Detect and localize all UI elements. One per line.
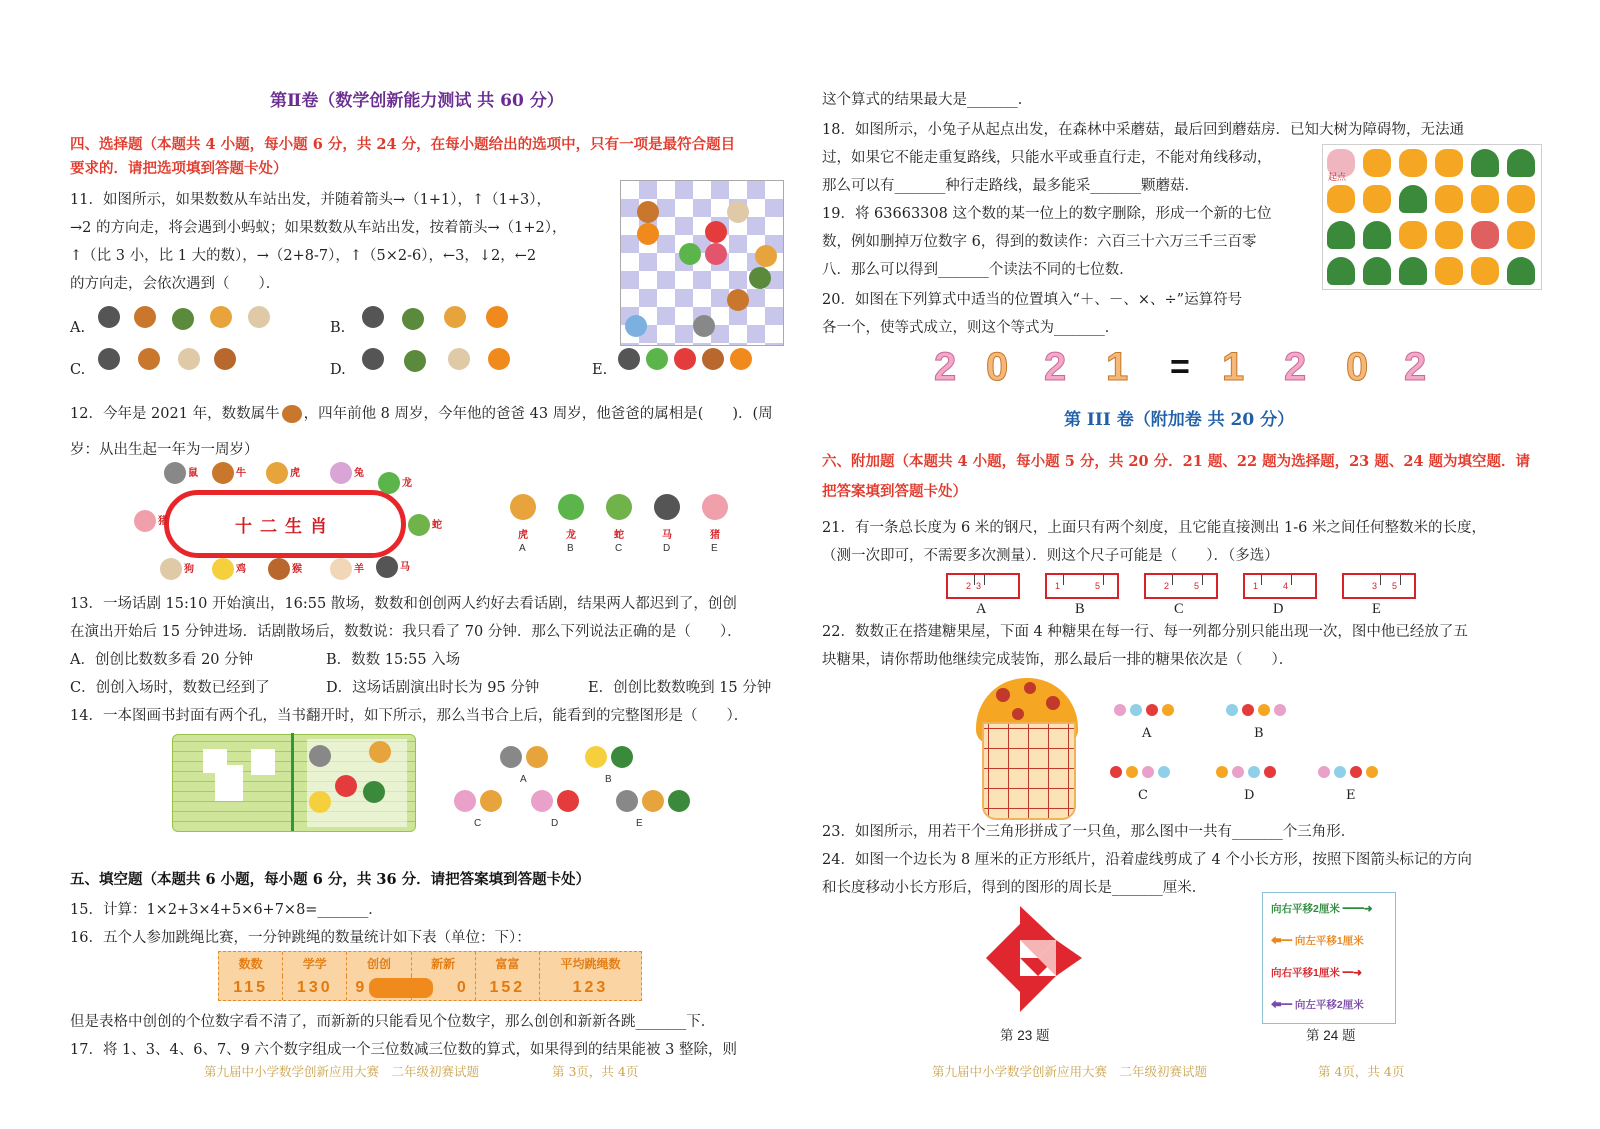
- zodiac-animal-icon: [702, 494, 728, 520]
- q14-option[interactable]: B: [605, 774, 612, 785]
- fox-icon: [557, 790, 579, 812]
- roof-dot: [1046, 696, 1060, 710]
- q16b-text: 但是表格中创创的个位数字看不清了，而新新的只能看见个位数字，那么创创和新新各跳_______下．: [70, 1014, 716, 1030]
- zodiac-animal-icon: [134, 510, 156, 532]
- zodiac-name: 猴: [292, 564, 302, 575]
- ox-icon: [138, 348, 160, 370]
- zodiac-name: 猪: [158, 516, 168, 527]
- q11-option-c[interactable]: C.: [70, 362, 86, 378]
- q22-option[interactable]: C: [1138, 788, 1148, 803]
- tree-icon: [1471, 149, 1499, 177]
- option-animal-name: 猪: [710, 530, 720, 541]
- animal-icon: [705, 243, 727, 265]
- animal-icon: [637, 201, 659, 223]
- cat-icon: [500, 746, 522, 768]
- zodiac-animal-icon: [266, 462, 288, 484]
- zodiac-name: 羊: [354, 564, 364, 575]
- chick-icon: [309, 791, 331, 813]
- beaver-icon: [214, 348, 236, 370]
- candy-icon: [1248, 766, 1260, 778]
- fig23-caption: 第 23 题: [1000, 1028, 1050, 1043]
- ant-icon: [705, 221, 727, 243]
- equation-digit: 1: [1106, 345, 1129, 389]
- mushroom-icon: [1435, 257, 1463, 285]
- candy-icon: [1242, 704, 1254, 716]
- tree-icon: [1363, 257, 1391, 285]
- q13-option-b[interactable]: B．数数 15:55 入场: [326, 652, 461, 668]
- ruler-letter: A: [976, 601, 987, 617]
- equation-digit: 1: [1222, 345, 1245, 389]
- candy-icon: [1110, 766, 1122, 778]
- candy-icon: [1216, 766, 1228, 778]
- q21-text: （测一次即可，不需要多次测量）．则这个尺子可能是（ ）．（多选）: [822, 548, 1279, 564]
- page3-number: 第 3页，共 4页: [552, 1064, 639, 1079]
- q13-text: 13．一场话剧 15:10 开始演出，16:55 散场，数数和创创两人约好去看话剧，结果两人都迟到了，创创: [70, 596, 737, 612]
- mushroom-house-icon: [1471, 221, 1499, 249]
- ruler-tick: [984, 575, 985, 585]
- ruler-mark: 4: [1283, 581, 1289, 591]
- start-label: 起点: [1328, 172, 1347, 182]
- page4-title: 第 III 卷（附加卷 共 20 分）: [1064, 410, 1295, 430]
- animal-icon: [727, 201, 749, 223]
- puppy-icon: [178, 348, 200, 370]
- q22-option[interactable]: E: [1346, 788, 1356, 803]
- tree-icon: [1363, 221, 1391, 249]
- q19-text: 数，例如删掉万位数字 6，得到的数读作：六百三十六万三千三百零: [822, 234, 1257, 250]
- candy-icon: [1264, 766, 1276, 778]
- ant-icon: [674, 348, 696, 370]
- tree-icon: [1327, 221, 1355, 249]
- ruler-tick: [1261, 575, 1262, 585]
- zodiac-animal-icon: [212, 558, 234, 580]
- lion-icon: [369, 741, 391, 763]
- dog-icon: [210, 306, 232, 328]
- q22-text: 22．数数正在搭建糖果屋，下面 4 种糖果在每一行、每一列都分别只能出现一次，图中他已经放了五: [822, 624, 1468, 640]
- candy-icon: [1126, 766, 1138, 778]
- fox-icon: [488, 348, 510, 370]
- mushroom-icon: [1399, 149, 1427, 177]
- lion-icon: [526, 746, 548, 768]
- mushroom-icon: [1507, 185, 1535, 213]
- zodiac-animal-icon: [408, 514, 430, 536]
- candy-icon: [1146, 704, 1158, 716]
- zodiac-animal-icon: [654, 494, 680, 520]
- section4-heading: 四、选择题（本题共 4 小题，每小题 6 分，共 24 分，在每小题给出的选项中，只有一项是最符合题目: [70, 136, 736, 153]
- q11-option-e[interactable]: E.: [592, 362, 608, 378]
- zodiac-animal-icon: [212, 462, 234, 484]
- candy-icon: [454, 790, 476, 812]
- q23-fish-figure: [976, 906, 1086, 1012]
- q14-text: 14．一本图画书封面有两个孔，当书翻开时，如下所示，那么当书合上后，能看到的完整图形是（ ）．: [70, 708, 749, 724]
- candy-icon: [1232, 766, 1244, 778]
- q12-option[interactable]: A: [519, 543, 526, 554]
- ox-icon: [282, 405, 302, 423]
- table-header-cell: 数数: [219, 952, 283, 976]
- q12-text: 岁：从出生起一年为一周岁）: [70, 442, 259, 458]
- fig24-caption: 第 24 题: [1306, 1028, 1356, 1043]
- ruler-letter: D: [1273, 601, 1284, 617]
- zodiac-ring: 十二生肖: [164, 490, 406, 558]
- q16-text: 16．五个人参加跳绳比赛，一分钟跳绳的数量统计如下表（单位：下）：: [70, 930, 531, 946]
- table-cell: 115: [219, 976, 283, 1000]
- ruler-mark: 1: [1055, 581, 1061, 591]
- equals-sign: =: [1170, 348, 1190, 386]
- ruler-mark: 3: [1372, 581, 1378, 591]
- q12-option[interactable]: E: [711, 543, 718, 554]
- zodiac-name: 牛: [236, 468, 246, 479]
- animal-icon: [637, 223, 659, 245]
- page4-number: 第 4页，共 4页: [1318, 1064, 1405, 1079]
- q18-text: 过，如果它不能走重复路线，只能水平或垂直行走，不能对角线移动，: [822, 150, 1272, 166]
- q18-forest-grid: [1322, 144, 1542, 290]
- equation-digit: 0: [986, 345, 1009, 389]
- candy-house-grid: [982, 722, 1076, 820]
- ruler-letter: E: [1372, 601, 1381, 617]
- table-header-row: [219, 952, 641, 976]
- q11-option-d[interactable]: D.: [330, 362, 346, 378]
- ruler-mark: 3: [976, 581, 982, 591]
- tree-icon: [1327, 257, 1355, 285]
- ruler-option[interactable]: [1144, 573, 1218, 599]
- ruler-tick: [1291, 575, 1292, 585]
- arrow-right-1: 向右平移1厘米 ━➜: [1271, 967, 1363, 979]
- q11-text: 的方向走，会依次遇到（ ）．: [70, 276, 281, 292]
- equation-digit: 0: [1346, 345, 1369, 389]
- q14-option[interactable]: D: [551, 818, 559, 829]
- q13-option-a[interactable]: A．创创比数数多看 20 分钟: [70, 652, 254, 668]
- q20-text: 20．如图在下列算式中适当的位置填入“＋、－、×、÷”运算符号: [822, 292, 1243, 308]
- ruler-tick: [1063, 575, 1064, 585]
- mushroom-icon: [1363, 149, 1391, 177]
- tree-icon: [1399, 185, 1427, 213]
- triangle: [1056, 940, 1082, 976]
- q14-option[interactable]: C: [474, 818, 482, 829]
- arrow-right-2: 向右平移2厘米 ━━➜: [1271, 903, 1373, 915]
- zodiac-animal-icon: [330, 558, 352, 580]
- q22-text: 块糖果，请你帮助他继续完成装饰，那么最后一排的糖果依次是（ ）．: [822, 652, 1294, 668]
- tree-icon: [611, 746, 633, 768]
- table-header-cell: 新新: [412, 952, 476, 976]
- tree-icon: [1507, 149, 1535, 177]
- zodiac-animal-icon: [160, 558, 182, 580]
- page4-footer: 第九届中小学数学创新应用大赛 二年级初赛试题: [932, 1064, 1208, 1079]
- q17-text: 17．将 1、3、4、6、7、9 六个数字组成一个三位数减三位数的算式，如果得到的结果能被 3 整除，则: [70, 1042, 737, 1058]
- table-header-cell: 学学: [283, 952, 347, 976]
- turtle-icon: [172, 308, 194, 330]
- q12-option[interactable]: D: [663, 543, 671, 554]
- mushroom-icon: [1435, 221, 1463, 249]
- q13-option-c[interactable]: C．创创入场时，数数已经到了: [70, 680, 270, 696]
- station-icon: [625, 315, 647, 337]
- mushroom-icon: [1327, 185, 1355, 213]
- arrow-left-2: ⬅━ 向左平移2厘米: [1271, 999, 1364, 1011]
- q19-text: 19．将 63663308 这个数的某一位上的数字删除，形成一个新的七位: [822, 206, 1272, 222]
- section6-heading-cont: 把答案填到答题卡处）: [822, 483, 967, 500]
- q23-text: 23．如图所示，用若干个三角形拼成了一只鱼，那么图中一共有_______个三角形．: [822, 824, 1356, 840]
- table-cell: 152: [476, 976, 540, 1000]
- option-animal-name: 马: [662, 530, 672, 541]
- zodiac-animal-icon: [268, 558, 290, 580]
- table-header-cell: 创创: [347, 952, 411, 976]
- zodiac-animal-icon: [510, 494, 536, 520]
- hole-shape: [251, 749, 275, 775]
- triangle: [1020, 906, 1056, 940]
- section6-heading: 六、附加题（本题共 4 小题，每小题 5 分，共 20 分．21 题、22 题为选择题，23 题、24 题为填空题．请: [822, 453, 1531, 470]
- q14-option[interactable]: A: [520, 774, 527, 785]
- cow-icon: [618, 348, 640, 370]
- ruler-tick: [1380, 575, 1381, 585]
- zodiac-name: 鸡: [236, 564, 246, 575]
- option-animal-name: 蛇: [614, 530, 624, 541]
- arrow-label: 向右平移2厘米: [1271, 903, 1340, 915]
- q11-option-b[interactable]: B.: [330, 320, 346, 336]
- ruler-mark: 5: [1095, 581, 1101, 591]
- triangle: [1020, 976, 1056, 1012]
- zodiac-animal-icon: [558, 494, 584, 520]
- q20-text: 各一个，使等式成立，则这个等式为_______．: [822, 320, 1120, 336]
- cell-visible-digit: 0: [456, 979, 469, 996]
- fox-icon: [486, 306, 508, 328]
- equation-digit: 2: [1044, 345, 1067, 389]
- ink-blot: [369, 978, 433, 998]
- jump-rope-table: [218, 951, 642, 1001]
- candy-icon: [1318, 766, 1330, 778]
- animal-icon: [727, 289, 749, 311]
- q24-arrow-box: [1262, 892, 1396, 1024]
- candy-icon: [1334, 766, 1346, 778]
- candy-icon: [1274, 704, 1286, 716]
- triangle: [986, 924, 1020, 958]
- ruler-option[interactable]: [946, 573, 1020, 599]
- candy-icon: [1350, 766, 1362, 778]
- fox-icon: [730, 348, 752, 370]
- animal-icon: [749, 267, 771, 289]
- q19-text: 八．那么可以得到_______个读法不同的七位数．: [822, 262, 1134, 278]
- beaver-icon: [702, 348, 724, 370]
- ruler-tick: [1172, 575, 1173, 585]
- mushroom-icon: [1507, 221, 1535, 249]
- chick-icon: [585, 746, 607, 768]
- zodiac-animal-icon: [378, 472, 400, 494]
- roof-dot: [996, 688, 1010, 702]
- cow-icon: [98, 348, 120, 370]
- ruler-mark: 2: [966, 581, 972, 591]
- q11-grid-figure: [620, 180, 784, 346]
- puppy-icon: [448, 348, 470, 370]
- candy-icon: [1114, 704, 1126, 716]
- ox-icon: [134, 306, 156, 328]
- q17b-text: 这个算式的结果最大是_______．: [822, 92, 1033, 108]
- mushroom-icon: [1435, 149, 1463, 177]
- option-animal-name: 虎: [518, 530, 528, 541]
- fox-icon: [335, 775, 357, 797]
- cat-icon: [309, 745, 331, 767]
- q11-text: ↑（比 3 小，比 1 大的数），→（2+8-7），↑（5×2-6），←3，↓2，←2: [70, 248, 537, 264]
- q15-text: 15．计算：1×2+3×4+5×6+7×8=_______．: [70, 902, 383, 918]
- tree-icon: [1507, 257, 1535, 285]
- q14-book-figure: [172, 734, 416, 832]
- q12-option[interactable]: B: [567, 543, 574, 554]
- lion-icon: [480, 790, 502, 812]
- mushroom-icon: [1363, 185, 1391, 213]
- ruler-option[interactable]: [1243, 573, 1317, 599]
- equation-digit: 2: [1404, 345, 1427, 389]
- page3-title: 第Ⅱ卷（数学创新能力测试 共 60 分）: [270, 91, 564, 111]
- animal-icon: [679, 243, 701, 265]
- zodiac-name: 马: [400, 562, 410, 573]
- table-cell: 130: [283, 976, 347, 1000]
- candy-icon: [1162, 704, 1174, 716]
- tree-icon: [363, 781, 385, 803]
- cell-visible-digit: 9: [355, 979, 368, 996]
- arrow-label: 向右平移1厘米: [1271, 967, 1340, 979]
- option-animal-name: 龙: [566, 530, 576, 541]
- candy-icon: [1130, 704, 1142, 716]
- candy-icon: [1158, 766, 1170, 778]
- zodiac-animal-icon: [330, 462, 352, 484]
- tree-icon: [668, 790, 690, 812]
- zodiac-name: 狗: [184, 564, 194, 575]
- book-spine: [291, 733, 294, 831]
- q22-option[interactable]: D: [1244, 788, 1255, 803]
- ruler-tick: [974, 575, 975, 585]
- dog-icon: [444, 306, 466, 328]
- zodiac-animal-icon: [164, 462, 186, 484]
- zodiac-name: 兔: [354, 468, 364, 479]
- q11-text: →2 的方向走，将会遇到小蚂蚁；如果数数从车站出发，按着箭头→（1+2），: [70, 220, 567, 236]
- q13-option-d[interactable]: D．这场话剧演出时长为 95 分钟: [326, 680, 540, 696]
- mushroom-icon: [1435, 185, 1463, 213]
- roof-dot: [1024, 682, 1036, 694]
- section5-heading: 五、填空题（本题共 6 小题，每小题 6 分，共 36 分．请把答案填到答题卡处）: [70, 871, 591, 888]
- arrow-label: 向左平移1厘米: [1294, 935, 1364, 947]
- hole-shape: [215, 765, 243, 801]
- lion-icon: [642, 790, 664, 812]
- mushroom-icon: [1471, 257, 1499, 285]
- triangle: [986, 958, 1020, 992]
- puppy-icon: [248, 306, 270, 328]
- ruler-option[interactable]: [1045, 573, 1119, 599]
- q13-option-e[interactable]: E．创创比数数晚到 15 分钟: [588, 680, 772, 696]
- cow-icon: [98, 306, 120, 328]
- equation-digit: 2: [1284, 345, 1307, 389]
- candy-icon: [1226, 704, 1238, 716]
- candy-icon: [1142, 766, 1154, 778]
- q18-text: 18．如图所示，小兔子从起点出发，在森林中采蘑菇，最后回到蘑菇房．已知大树为障碍物，无法通: [822, 122, 1464, 138]
- q21-text: 21．有一条总长度为 6 米的钢尺，上面只有两个刻度，且它能直接测出 1-6 米之间任何整数米的长度，: [822, 520, 1486, 536]
- ruler-letter: C: [1174, 601, 1184, 617]
- q11-option-a[interactable]: A.: [70, 320, 86, 336]
- cow-icon: [362, 348, 384, 370]
- ruler-mark: 1: [1253, 581, 1259, 591]
- q12-text: 12．今年是 2021 年，数数属牛 ，四年前他 8 周岁，今年他的爸爸 43 周岁，他爸爸的属相是( )．(周: [70, 406, 773, 422]
- tree-icon: [1399, 257, 1427, 285]
- zodiac-name: 鼠: [188, 468, 198, 479]
- cow-icon: [362, 306, 384, 328]
- equation-digit: 2: [934, 345, 957, 389]
- q24-text: 和长度移动小长方形后，得到的图形的周长是_______厘米．: [822, 880, 1207, 896]
- q14-option[interactable]: E: [636, 818, 643, 829]
- ruler-tick: [1103, 575, 1104, 585]
- arrow-left-1: ⬅━ 向左平移1厘米: [1271, 935, 1364, 947]
- section4-heading-cont: 要求的．请把选项填到答题卡处）: [70, 160, 288, 177]
- arrow-label: 向左平移2厘米: [1294, 999, 1364, 1011]
- q22-option[interactable]: A: [1142, 726, 1152, 741]
- ruler-tick: [1400, 575, 1401, 585]
- turtle-icon: [402, 308, 424, 330]
- q13-text: 在演出开始后 15 分钟进场．话剧散场后，数数说：我只看了 70 分钟．那么下列说法正确的是（ ）．: [70, 624, 742, 640]
- animal-icon: [755, 245, 777, 267]
- q24-text: 24．如图一个边长为 8 厘米的正方形纸片，沿着虚线剪成了 4 个小长方形，按照下图箭头标记的方向: [822, 852, 1472, 868]
- ruler-mark: 2: [1164, 581, 1170, 591]
- zodiac-name: 蛇: [432, 520, 442, 531]
- table-header-cell: 富富: [476, 952, 540, 976]
- candy-icon: [531, 790, 553, 812]
- q11-text: 11．如图所示，如果数数从车站出发，并随着箭头→（1+1），↑（1+3），: [70, 192, 551, 208]
- q12-option[interactable]: C: [615, 543, 623, 554]
- candy-icon: [1366, 766, 1378, 778]
- ruler-letter: B: [1075, 601, 1085, 617]
- turtle-icon: [404, 350, 426, 372]
- page3-footer: 第九届中小学数学创新应用大赛 二年级初赛试题: [204, 1064, 480, 1079]
- ruler-mark: 5: [1392, 581, 1398, 591]
- mushroom-icon: [1399, 221, 1427, 249]
- zodiac-animal-icon: [606, 494, 632, 520]
- table-header-cell: 平均跳绳数: [560, 957, 621, 971]
- q18-text: 那么可以有_______种行走路线，最多能采_______颗蘑菇．: [822, 178, 1199, 194]
- zodiac-name: 虎: [290, 468, 300, 479]
- animal-icon: [693, 315, 715, 337]
- cat-icon: [616, 790, 638, 812]
- ruler-mark: 5: [1194, 581, 1200, 591]
- mushroom-icon: [1471, 185, 1499, 213]
- ruler-option[interactable]: [1342, 573, 1416, 599]
- roof-dot: [1012, 708, 1024, 720]
- table-cell: 123: [572, 979, 609, 996]
- zodiac-name: 龙: [402, 478, 412, 489]
- dino-icon: [646, 348, 668, 370]
- candy-icon: [1258, 704, 1270, 716]
- zodiac-animal-icon: [376, 556, 398, 578]
- ruler-tick: [1202, 575, 1203, 585]
- q22-option[interactable]: B: [1254, 726, 1264, 741]
